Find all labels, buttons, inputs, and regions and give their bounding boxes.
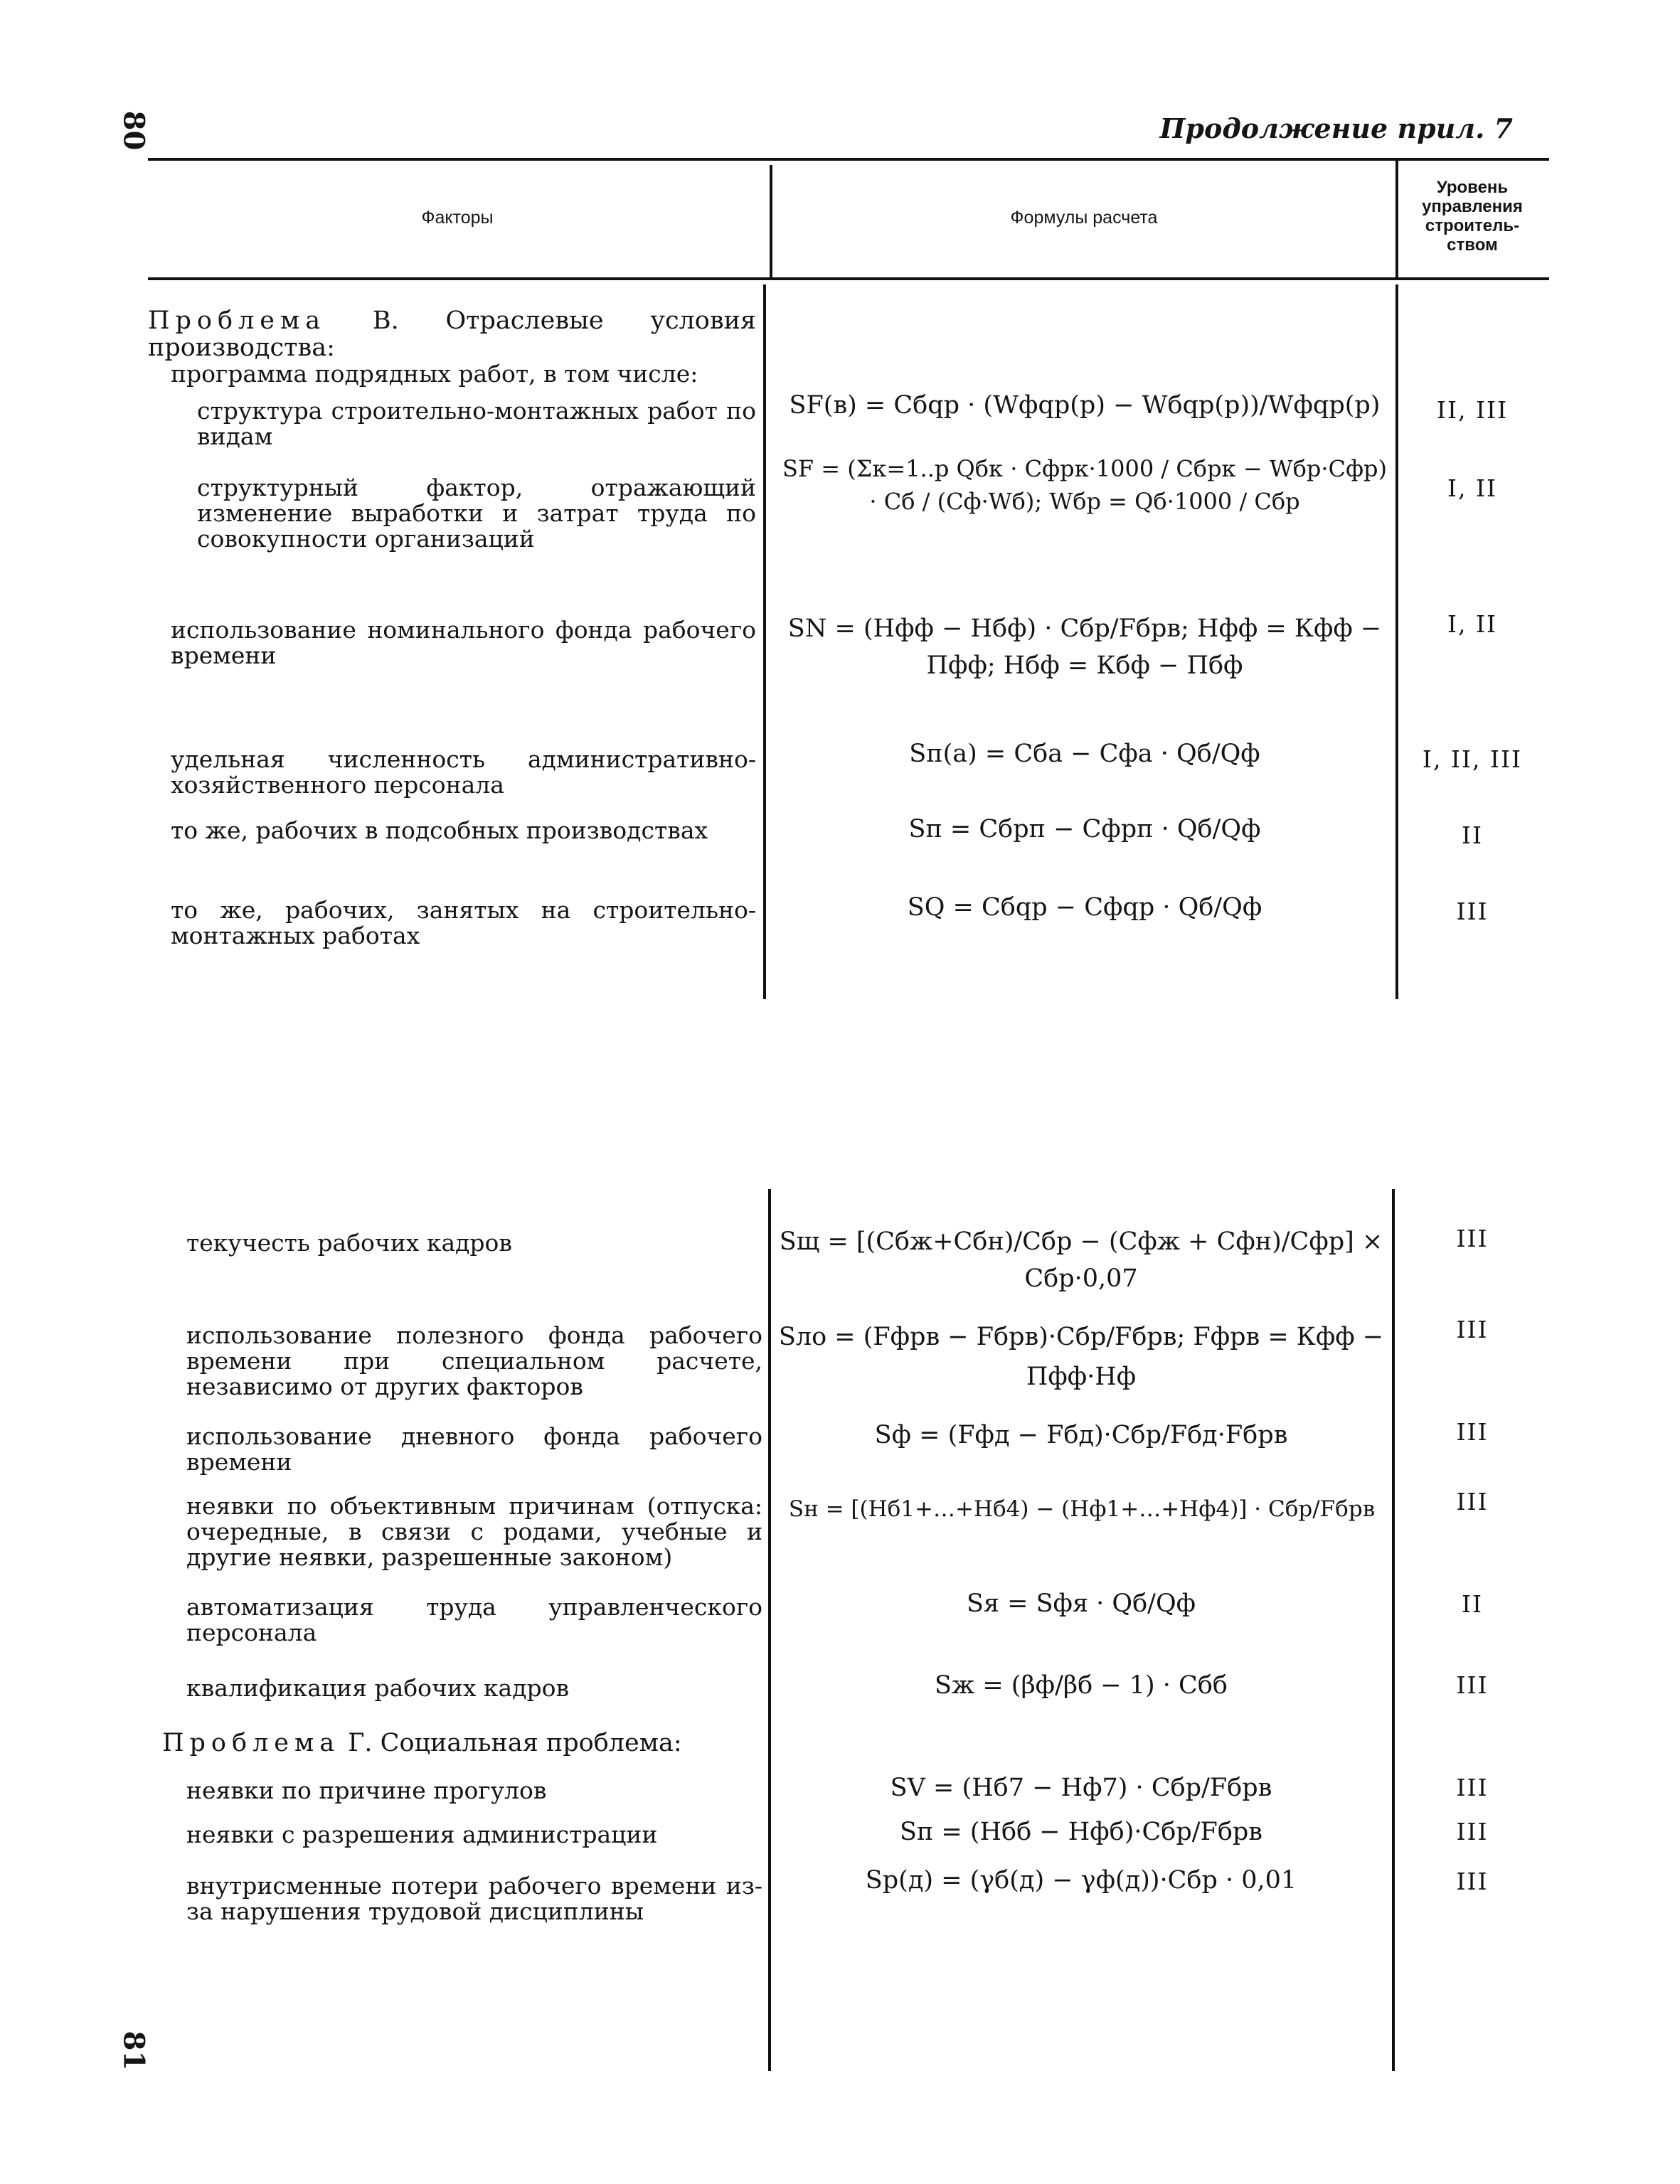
formula-text: Sп(а) = Сба − Сфа · Qб/Qф: [909, 740, 1260, 768]
factor-text: структурный фактор, отражающий изменение выработки и затрат труда по совокупности организаций: [197, 474, 756, 553]
problem-g-text: Г. Социальная проблема:: [340, 1729, 682, 1757]
formula-turnover: [775, 1223, 1387, 1297]
problem-v-text: В. Отраслевые условия производства:: [148, 307, 756, 362]
continuation-title: Продолжение прил. 7: [1159, 112, 1513, 144]
formula-text: Sщ = [(Сбж+Сбн)/Сбр − (Сфж + Сфн)/Сфр] × Сбр·0,07: [779, 1227, 1383, 1293]
level-value: I, II: [1447, 474, 1498, 502]
formula-text: SF(в) = Cбqр · (Wфqр(р) − Wбqр(р))/Wфqр(р): [789, 391, 1381, 420]
formula-truancy: [775, 1774, 1387, 1802]
level-value: II: [1461, 1590, 1484, 1618]
column-line-2-bottom: [1392, 1189, 1395, 2071]
formula-nominal-fund: [775, 610, 1394, 684]
formula-daily-fund: [775, 1421, 1387, 1449]
problem-g-heading: [162, 1730, 760, 1757]
formula-text: Sп = Сбрп − Сфрп · Qб/Qф: [908, 815, 1261, 843]
factor-text: то же, рабочих в подсобных производствах: [171, 816, 708, 844]
level-value: III: [1456, 1671, 1489, 1699]
level-value: I, II, III: [1422, 745, 1523, 773]
level-value: III: [1456, 1418, 1489, 1446]
level-value: III: [1456, 1818, 1489, 1845]
formula-intrashift-losses: [775, 1866, 1387, 1895]
level-value: III: [1456, 1774, 1489, 1801]
formula-text: SQ = Сбqр − Сфqр · Qб/Qф: [907, 893, 1262, 922]
factor-text: использование дневного фонда рабочего времени: [186, 1422, 762, 1476]
formula-text: SN = (Нфф − Нбф) · Сбр/Fбрв; Нфф = Кфф − Пфф; Нбф = Кбф − Пбф: [787, 614, 1382, 680]
formula-text: Sло = (Fфрв − Fбрв)·Сбр/Fбрв; Fфрв = Кфф − Пфф·Нф: [778, 1323, 1384, 1391]
formula-text: Sя = Sфя · Qб/Qф: [966, 1589, 1196, 1618]
column-line-1-top: [763, 284, 766, 999]
formula-automation: [775, 1589, 1387, 1618]
column-header-formulas: Формулы расчета: [1010, 208, 1158, 228]
column-header-level: Уровень управления строитель-ством: [1422, 178, 1523, 255]
problem-g-label: Проблема: [162, 1729, 341, 1757]
table-header-rule: [148, 277, 1549, 280]
factor-text: удельная численность административно-хозяйственного персонала: [171, 745, 756, 799]
level-value: I, II: [1447, 610, 1498, 638]
program-subheading: программа подрядных работ, в том числе:: [171, 360, 698, 388]
formula-qualification: [775, 1671, 1387, 1700]
problem-v-heading: [148, 307, 756, 361]
level-value: III: [1456, 1316, 1489, 1343]
factor-text: неявки по объективным причинам (отпуска: очередные, в связи с родами, учебные и другие неявки, разрешенные законом): [186, 1492, 762, 1571]
formula-text: Sн = [(Нб1+…+Нб4) − (Нф1+…+Нф4)] · Сбр/Fбрв: [788, 1496, 1376, 1522]
formula-admin-personnel: [775, 740, 1394, 768]
formula-construction-workers: [775, 893, 1394, 922]
factor-text: неявки с разрешения администрации: [186, 1821, 658, 1848]
formula-structural-factor: [775, 452, 1394, 518]
factor-text: использование полезного фонда рабочего времени при специальном расчете, независимо от других факторов: [186, 1321, 762, 1400]
formula-useful-fund: [775, 1317, 1387, 1397]
column-line-1-bottom: [768, 1189, 771, 2071]
factor-text: квалификация рабочих кадров: [186, 1674, 570, 1702]
problem-v-label: Проблема: [148, 307, 326, 335]
page-number-bottom: 81: [117, 2030, 151, 2071]
level-value: II: [1461, 821, 1484, 849]
table-top-rule: [148, 158, 1549, 161]
column-line-2-top: [1395, 284, 1398, 999]
header-divider-2: [1395, 161, 1398, 277]
formula-text: Sж = (βф/βб − 1) · Сбб: [935, 1671, 1228, 1700]
factor-text: то же, рабочих, занятых на строительно-монтажных работах: [171, 896, 756, 949]
formula-text: Sр(д) = (γб(д) − γф(д))·Сбр · 0,01: [865, 1866, 1297, 1895]
factor-text: неявки по причине прогулов: [186, 1777, 547, 1804]
factor-text: структура строительно-монтажных работ по видам: [197, 397, 756, 450]
level-value: III: [1456, 897, 1489, 925]
column-header-factors: Факторы: [421, 208, 494, 228]
formula-text: SF = (Σк=1..р Qбк · Сфрк·1000 / Сбрк − Wбр·Сфр) · Сб / (Сф·Wб); Wбр = Qб·1000 / Сбр: [782, 455, 1388, 515]
level-value: III: [1456, 1488, 1489, 1516]
factor-text: автоматизация труда управленческого персонала: [186, 1593, 762, 1646]
formula-auxiliary-workers: [775, 815, 1394, 843]
formula-text: SV = (Нб7 − Нф7) · Сбр/Fбрв: [890, 1774, 1272, 1802]
page-number-top: 80: [117, 110, 151, 151]
formula-structure: [775, 391, 1394, 420]
factor-text: внутрисменные потери рабочего времени из-за нарушения трудовой дисциплины: [186, 1872, 762, 1925]
formula-text: Sп = (Нбб − Нфб)·Сбр/Fбрв: [899, 1818, 1263, 1846]
factor-text: использование номинального фонда рабочего времени: [171, 616, 756, 669]
formula-text: Sф = (Fфд − Fбд)·Сбр/Fбд·Fбрв: [874, 1421, 1288, 1449]
formula-objective-absence: [772, 1495, 1391, 1523]
level-value: III: [1456, 1868, 1489, 1895]
formula-admin-permission: [775, 1818, 1387, 1846]
level-value: II, III: [1436, 396, 1509, 424]
factor-text: текучесть рабочих кадров: [186, 1229, 513, 1257]
level-value: III: [1456, 1225, 1489, 1252]
